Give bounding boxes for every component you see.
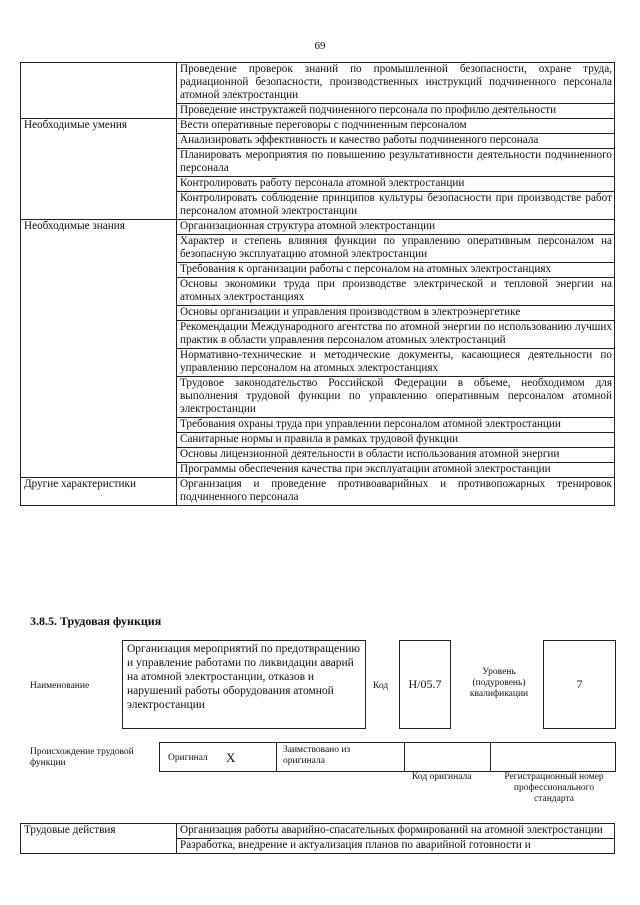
requirement-item: Контролировать соблюдение принципов культуры безопасности при производстве работ персоналом атомной электростанции [177,192,615,220]
requirement-item: Трудовое законодательство Российской Федерации в объеме, необходимом для выполнения трудовой функции по управлению оперативным персоналом атомной электростанции [177,377,615,418]
requirements-table [20,62,615,506]
function-name-box [122,640,366,729]
level-box [543,640,616,729]
requirement-item: Проведение инструктажей подчиненного персонала по профилю деятельности [177,104,615,119]
level-label: Уровень (подуровень) квалификации [469,667,529,699]
requirement-item: Нормативно-технические и методические документы, касающиеся деятельности по управлению персоналом на атомных электростанциях [177,349,615,377]
borrowed-label: Заимствовано из оригинала [283,745,351,766]
action-group-label: Трудовые действия [21,824,177,854]
code-label: Код [373,681,389,691]
requirement-item: Вести оперативные переговоры с подчиненным персоналом [177,119,615,134]
section-heading: 3.8.5. Трудовая функция [30,614,162,628]
borrowed-cell [276,742,405,772]
page-number: 69 [314,40,326,52]
code-value: H/05.7 [408,677,442,691]
requirement-item: Планировать мероприятия по повышению результативности деятельности подчиненного персонала [177,149,615,177]
requirement-group-label: Необходимые умения [21,119,177,220]
name-label: Наименование [30,681,90,691]
requirement-item: Санитарные нормы и правила в рамках трудовой функции [177,433,615,448]
actions-table [20,823,615,854]
original-cell [159,742,277,772]
requirement-item: Основы организации и управления производством в электроэнергетике [177,306,615,321]
requirement-row [21,478,615,506]
requirement-item: Характер и степень влияния функции по управлению оперативным персоналом на безопасную эксплуатацию атомной электростанции [177,235,615,263]
original-mark: X [226,750,236,765]
requirement-row [21,220,615,235]
requirement-group-label [21,63,177,119]
requirement-item: Требования охраны труда при управлении персоналом атомной электростанции [177,418,615,433]
requirement-item: Организация и проведение противоаварийных и противопожарных тренировок подчиненного персонала [177,478,615,506]
level-value: 7 [576,677,583,691]
original-label: Оригинал [168,753,208,763]
requirement-group-label: Необходимые знания [21,220,177,478]
requirement-row [21,63,615,104]
action-row [21,824,615,839]
requirement-item: Основы лицензионной деятельности в области использования атомной энергии [177,448,615,463]
requirement-row [21,119,615,134]
code-original-label: Код оригинала [412,772,472,782]
requirement-item: Программы обеспечения качества при эксплуатации атомной электростанции [177,463,615,478]
function-name-value: Организация мероприятий по предотвращению и управление работами по ликвидации аварий на атомной электростанции, отказов и нарушений работы оборудования атомной электростанции [127,643,360,711]
reg-number-label: Регистрационный номер профессионального стандарта [504,772,604,804]
code-original-cell [404,742,491,772]
origin-label: Происхождение трудовой функции [30,747,134,768]
requirement-item: Требования к организации работы с персоналом на атомных электростанциях [177,263,615,278]
action-item: Разработка, внедрение и актуализация планов по аварийной готовности и [177,839,615,854]
requirement-item: Организационная структура атомной электростанции [177,220,615,235]
reg-number-cell [490,742,616,772]
code-box [399,640,451,729]
requirement-item: Проведение проверок знаний по промышленной безопасности, охране труда, радиационной безопасности, производственных инструкций подчиненного персонала атомной электростанции [177,63,615,104]
requirement-item: Рекомендации Международного агентства по атомной энергии по использованию лучших практик в области управления персоналом атомных электростанций [177,321,615,349]
requirement-item: Контролировать работу персонала атомной электростанции [177,177,615,192]
requirement-group-label: Другие характеристики [21,478,177,506]
requirement-item: Анализировать эффективность и качество работы подчиненного персонала [177,134,615,149]
action-item: Организация работы аварийно-спасательных формирований на атомной электростанции [177,824,615,839]
requirement-item: Основы экономики труда при производстве электрической и тепловой энергии на атомных электростанциях [177,278,615,306]
